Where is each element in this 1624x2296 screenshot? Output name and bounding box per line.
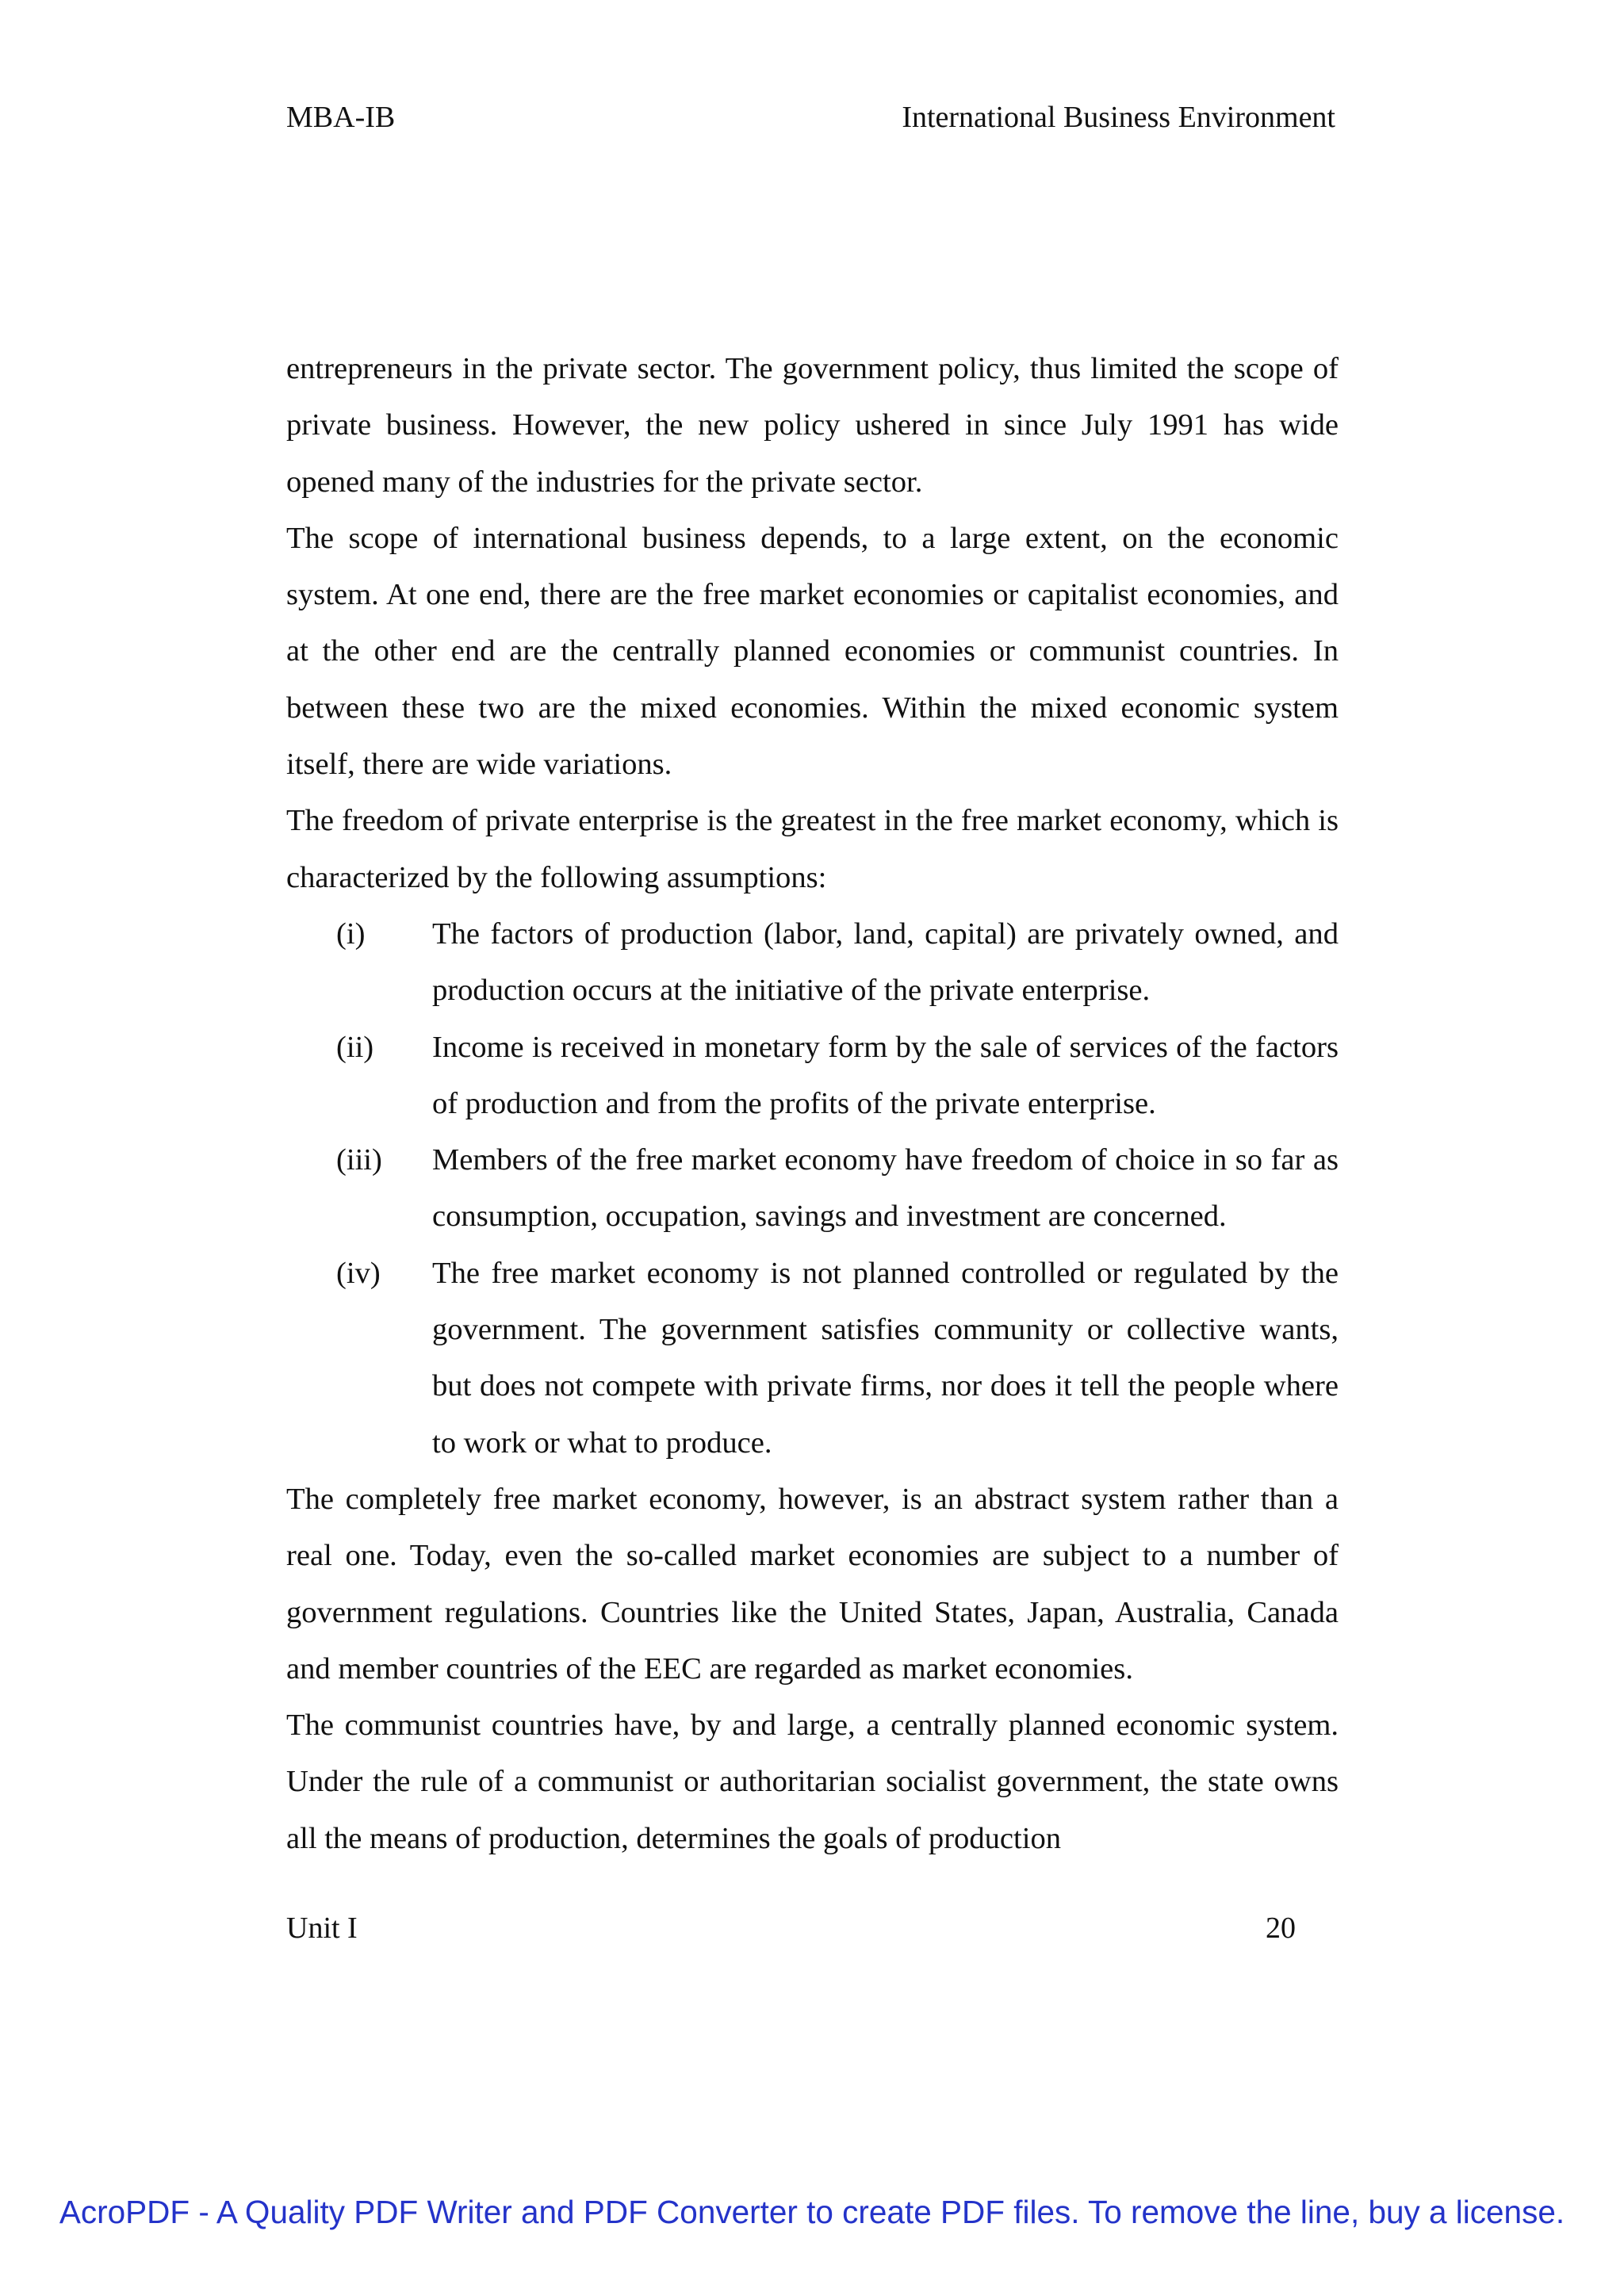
paragraph: The communist countries have, by and large, a centrally planned economic system. Under the rule of a communist or authoritarian socialist government, the state owns all the means of production, determines the goals of production (286, 1709, 1339, 1855)
list-item-text: Members of the free market economy have freedom of choice in so far as consumption, occupation, savings and investment are concerned. (432, 1143, 1339, 1234)
paragraph: The freedom of private enterprise is the greatest in the free market economy, which is characterized by the following assumptions: (286, 804, 1339, 894)
running-header-course: MBA-IB (286, 101, 396, 134)
acropdf-watermark-line: AcroPDF - A Quality PDF Writer and PDF Converter to create PDF files. To remove the line, buy a license. (59, 2194, 1565, 2230)
paragraph: The completely free market economy, however, is an abstract system rather than a real one. Today, even the so-called market economies are subject to a number of government regulations. Countries like the United States, Japan, Australia, Canada and member countries of the EEC are regarded as market economies. (286, 1482, 1339, 1686)
page-body (286, 341, 1339, 1867)
footer-unit-label: Unit I (286, 1911, 358, 1945)
list-item-text: Income is received in monetary form by the sale of services of the factors of production and from the profits of the private enterprise. (432, 1030, 1339, 1120)
running-header-title: International Business Environment (902, 101, 1335, 134)
assumptions-list (286, 906, 1339, 1471)
list-item (286, 906, 1339, 1020)
list-item-number: (iii) (336, 1143, 382, 1177)
list-item-number: (iv) (336, 1256, 381, 1290)
paragraph: entrepreneurs in the private sector. The government policy, thus limited the scope of private business. However, the new policy ushered in since July 1991 has wide opened many of the industries for the private sector. (286, 352, 1339, 499)
list-item-number: (i) (336, 916, 366, 951)
list-item-text: The factors of production (labor, land, capital) are privately owned, and production occurs at the initiative of the private enterprise. (432, 916, 1339, 1008)
list-item (286, 1246, 1339, 1471)
paragraph: The scope of international business depends, to a large extent, on the economic system. At one end, there are the free market economies or capitalist economies, and at the other end are the centrally planned economies or communist countries. In between these two are the mixed economies. Within the mixed economic system itself, there are wide variations. (286, 521, 1339, 782)
list-item (286, 1132, 1339, 1246)
list-item-text: The free market economy is not planned controlled or regulated by the government. The government satisfies community or collective wants, but does not compete with private firms, nor does it tell the people where to work or what to produce. (432, 1256, 1339, 1460)
list-item (286, 1020, 1339, 1133)
list-item-number: (ii) (336, 1030, 374, 1064)
page-number: 20 (1266, 1911, 1296, 1945)
